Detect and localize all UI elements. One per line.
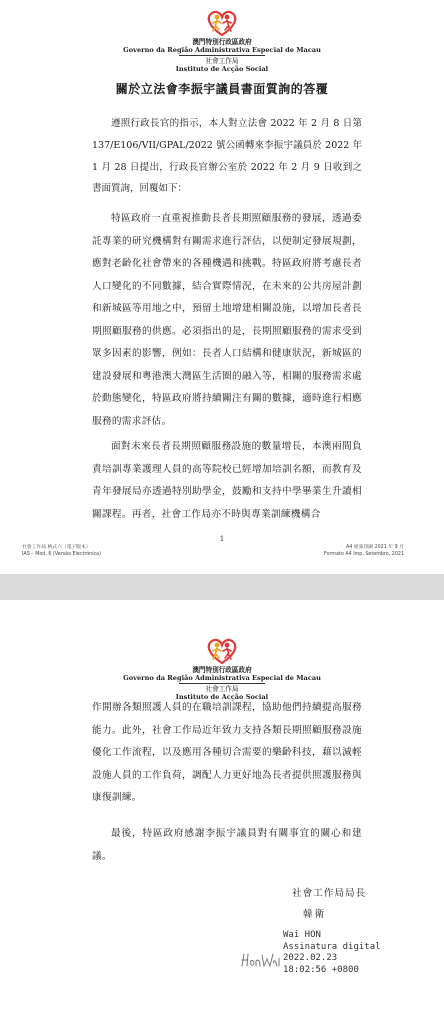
dept-name-zh: 社會工作局 — [205, 685, 239, 693]
paragraph-training-cont: 作開辦各類照護人員的在職培訓課程，協助他們持續提高服務能力。此外，社會工作局近年致力支持各類長期照顧服務設施優化工作流程，以及應用各種切合需要的樂齡科技，藉以減輕設施人員的工作負荷，調配人力更好地為長者提供照護服務與康復訓練。 — [92, 702, 362, 803]
gov-name-pt: Governo da Região Administrativa Especial de Macau — [123, 46, 321, 54]
handwritten-signature — [240, 950, 282, 972]
header-divider — [179, 683, 265, 684]
page-gap — [0, 574, 444, 600]
header-divider — [179, 55, 265, 56]
page-number: 1 — [219, 535, 225, 543]
letterhead — [0, 636, 444, 701]
signatory-name: 韓衛 — [303, 909, 327, 920]
iass-logo-icon — [202, 636, 242, 666]
footer-print-format: A4 紙張印刷 2021 年 9 月 Formato A4 Imp. Setembro, 2021 — [323, 545, 404, 557]
gov-name-zh: 澳門特別行政區政府 — [192, 666, 252, 674]
document-title: 關於立法會李振宇議員書面質詢的答覆 — [115, 82, 329, 96]
paragraph-closing: 最後，特區政府感謝李振宇議員對有關事宜的關心和建議。 — [92, 828, 362, 862]
dept-name-pt: Instituto de Acção Social — [175, 693, 269, 701]
paragraph-intro: 遵照行政長官的指示，本人對立法會 2022 年 2 月 8 日第 137/E106/VII/GPAL/2022 號公函轉來李振宇議員於 2022 年 1 月 28 日提出，行政長官辦公室於 2022 年 2 月 9 日收到之書面質詢，回覆如下： — [92, 118, 362, 195]
iass-logo-icon — [202, 8, 242, 38]
document-page-2 — [0, 600, 444, 1024]
paragraph-planning: 特區政府一直重視推動長者長期照顧服務的發展，透過委託專業的研究機構對有關需求進行評估，以便制定發展規劃，應對老齡化社會帶來的各種機遇和挑戰。特區政府將考慮長者人口變化的不同數據，結合實際情況，在未來的公共房屋計劃和新城區等用地之中，預留土地增建相關設施，以增加長者長期照顧服務的供應。必須指出的是，長期照顧服務的需求受到眾多因素的影響，例如：長者人口結構和健康狀況，新城區的建設發展和粵港澳大灣區生活圈的融入等，相關的服務需求處於動態變化，特區政府將持續關注有關的數據，適時進行相應服務的需求評估。 — [92, 213, 362, 427]
digital-signature-block: Wai HON Assinatura digital 2022.02.23 18:02:56 +0800 — [283, 930, 381, 975]
signatory-title: 社會工作局局長 — [292, 888, 367, 899]
dept-name-pt: Instituto de Acção Social — [175, 65, 269, 73]
gov-name-pt: Governo da Região Administrativa Especial de Macau — [123, 674, 321, 682]
dept-name-zh: 社會工作局 — [205, 57, 239, 65]
paragraph-training: 面對未來長者長期照顧服務設施的數量增長，本澳兩間負責培訓專業護理人員的高等院校已經增加培訓名額，而教育及青年發展局亦透過特別助學金，鼓勵和支持中學畢業生升讀相關課程。再者，社會工作局亦不時與專業訓練機構合 — [92, 441, 362, 520]
letterhead — [0, 8, 444, 73]
gov-name-zh: 澳門特別行政區政府 — [192, 38, 252, 46]
footer-form-code: 社會工作局 格式六（電子版本） IAS – Mod. 6 (Versão Electrónica) — [22, 545, 101, 557]
